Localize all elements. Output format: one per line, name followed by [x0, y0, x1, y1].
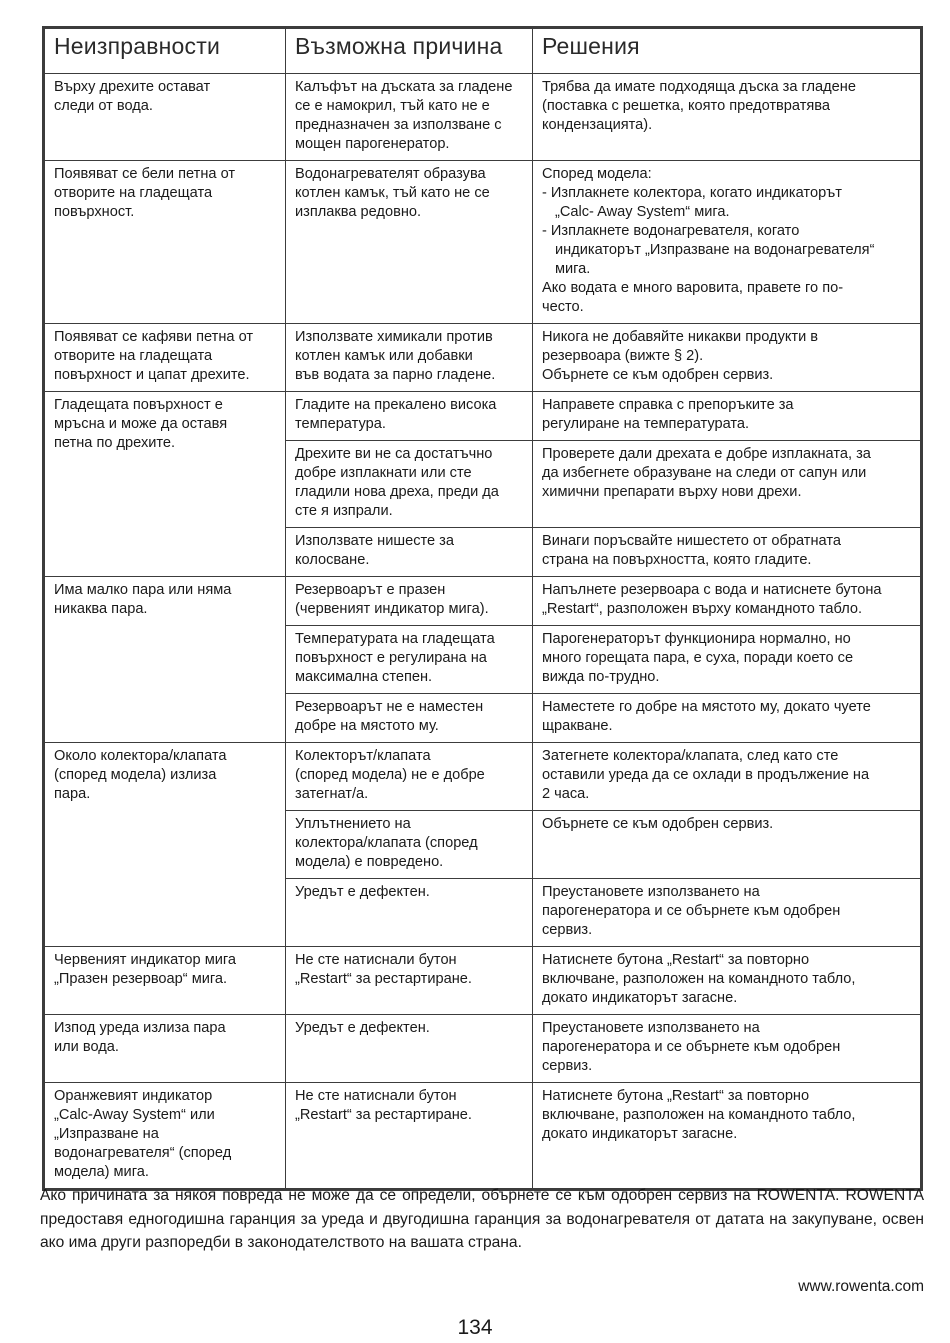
- table-body: [45, 74, 921, 1189]
- cell-line: Върху дрехите остават: [54, 79, 211, 95]
- cause-cell: [286, 1015, 533, 1083]
- cell-line: често.: [542, 299, 584, 315]
- cell-line: Наместете го добре на мястото му, докато чуете: [542, 699, 871, 715]
- solution-cell: [533, 1083, 921, 1189]
- problem-cell: [45, 743, 286, 947]
- header-possible-cause: Възможна причина: [286, 29, 533, 74]
- solution-cell: [533, 626, 921, 694]
- cell-line: Гладите на прекалено висока: [295, 397, 497, 413]
- cell-line: водонагревателя“ (според: [54, 1145, 232, 1161]
- cell-line: Парогенераторът функционира нормално, но: [542, 631, 851, 647]
- table-row: [45, 161, 921, 324]
- cell-line: сервиз.: [542, 922, 593, 938]
- cell-line: - Изплакнете колектора, когато индикаторът: [542, 185, 842, 201]
- cause-cell: [286, 811, 533, 879]
- header-problems: Неизправности: [45, 29, 286, 74]
- table-row: [45, 947, 921, 1015]
- website-url: www.rowenta.com: [798, 1278, 924, 1295]
- cause-cell: [286, 161, 533, 324]
- cell-line: Ако водата е много варовита, правете го по-: [542, 280, 844, 296]
- cell-line: гладили нова дреха, преди да: [295, 484, 499, 500]
- cell-line: (червеният индикатор мига).: [295, 601, 489, 617]
- problem-cell: [45, 74, 286, 161]
- cell-line: включване, разположен на командното табло,: [542, 971, 856, 987]
- cell-line: докато индикаторът загасне.: [542, 990, 738, 1006]
- cell-line: добре на мястото му.: [295, 718, 439, 734]
- solution-cell: [533, 161, 921, 324]
- cell-line: включване, разположен на командното табло,: [542, 1107, 856, 1123]
- cell-line: Направете справка с препоръките за: [542, 397, 794, 413]
- cell-line: да избегнете образуване на следи от сапун или: [542, 465, 867, 481]
- cell-line: оставили уреда да се охлади в продължение на: [542, 767, 870, 783]
- table-row: [45, 1083, 921, 1189]
- cell-line: или вода.: [54, 1039, 119, 1055]
- cell-line: мръсна и може да оставя: [54, 416, 228, 432]
- cell-line: сервиз.: [542, 1058, 593, 1074]
- cell-line: страна на повърхността, която гладите.: [542, 552, 812, 568]
- cell-line: резервоара (вижте § 2).: [542, 348, 704, 364]
- solution-cell: [533, 811, 921, 879]
- cell-line: „Празен резервоар“ мига.: [54, 971, 228, 987]
- cell-line: Напълнете резервоара с вода и натиснете бутона: [542, 582, 882, 598]
- solution-cell: [533, 392, 921, 441]
- cell-line: вижда по-трудно.: [542, 669, 660, 685]
- cell-line: се е намокрил, тъй като не е: [295, 98, 490, 114]
- solution-cell: [533, 743, 921, 811]
- cell-line: Резервоарът не е наместен: [295, 699, 484, 715]
- cell-line: (според модела) не е добре: [295, 767, 485, 783]
- cell-line: Има малко пара или няма: [54, 582, 232, 598]
- cell-line: парогенератора и се обърнете към одобрен: [542, 903, 841, 919]
- problem-cell: [45, 577, 286, 743]
- problem-cell: [45, 947, 286, 1015]
- solution-cell: [533, 947, 921, 1015]
- cause-cell: [286, 743, 533, 811]
- solution-cell: [533, 528, 921, 577]
- cell-line: Не сте натиснали бутон: [295, 952, 457, 968]
- solution-cell: [533, 694, 921, 743]
- cell-line: колектора/клапата (според: [295, 835, 478, 851]
- cell-line: мига.: [555, 261, 591, 277]
- problem-cell: [45, 392, 286, 577]
- solution-cell: [533, 324, 921, 392]
- cell-line: Резервоарът е празен: [295, 582, 446, 598]
- cell-line: Никога не добавяйте никакви продукти в: [542, 329, 819, 345]
- cell-line: отворите на гладещата: [54, 185, 213, 201]
- problem-cell: [45, 1015, 286, 1083]
- cause-cell: [286, 74, 533, 161]
- table-row: [45, 392, 921, 441]
- cell-line: затегнат/а.: [295, 786, 369, 802]
- header-solutions: Решения: [533, 29, 921, 74]
- cell-line: регулиране на температурата.: [542, 416, 750, 432]
- cell-line: - Изплакнете водонагревателя, когато: [542, 223, 800, 239]
- cell-line: „Calc- Away System“ мига.: [555, 204, 730, 220]
- solution-cell: [533, 577, 921, 626]
- cell-line: кондензацията).: [542, 117, 653, 133]
- cell-line: повърхност.: [54, 204, 135, 220]
- cause-cell: [286, 324, 533, 392]
- cell-line: индикаторът „Изпразване на водонагревателя“: [555, 242, 875, 258]
- cell-line: Използвате нишесте за: [295, 533, 454, 549]
- cell-line: (поставка с решетка, която предотвратява: [542, 98, 831, 114]
- table-header-row: [45, 29, 921, 74]
- cell-line: Появяват се бели петна от: [54, 166, 236, 182]
- cell-line: Натиснете бутона „Restart“ за повторно: [542, 1088, 810, 1104]
- cell-line: парогенератора и се обърнете към одобрен: [542, 1039, 841, 1055]
- cell-line: пара.: [54, 786, 91, 802]
- solution-cell: [533, 879, 921, 947]
- cell-line: Уплътнението на: [295, 816, 411, 832]
- cause-cell: [286, 528, 533, 577]
- cell-line: Температурата на гладещата: [295, 631, 495, 647]
- cell-line: докато индикаторът загасне.: [542, 1126, 738, 1142]
- cell-line: отворите на гладещата: [54, 348, 213, 364]
- cell-line: във водата за парно гладене.: [295, 367, 496, 383]
- cell-line: Проверете дали дрехата е добре изплакната, за: [542, 446, 871, 462]
- cell-line: никаква пара.: [54, 601, 148, 617]
- cell-line: Натиснете бутона „Restart“ за повторно: [542, 952, 810, 968]
- cell-line: (според модела) излиза: [54, 767, 217, 783]
- cell-line: предназначен за използване с: [295, 117, 502, 133]
- cause-cell: [286, 947, 533, 1015]
- cause-cell: [286, 694, 533, 743]
- cause-cell: [286, 577, 533, 626]
- cell-line: модела) е повредено.: [295, 854, 444, 870]
- cell-line: „Restart“, разположен върху командното табло.: [542, 601, 863, 617]
- cell-line: Не сте натиснали бутон: [295, 1088, 457, 1104]
- table-row: [45, 577, 921, 626]
- table-row: [45, 324, 921, 392]
- cell-line: Около колектора/клапата: [54, 748, 227, 764]
- cell-line: температура.: [295, 416, 386, 432]
- table-row: [45, 743, 921, 811]
- problem-cell: [45, 324, 286, 392]
- problem-cell: [45, 1083, 286, 1189]
- table-row: [45, 1015, 921, 1083]
- cell-line: модела) мига.: [54, 1164, 149, 1180]
- cell-line: химични препарати върху нови дрехи.: [542, 484, 802, 500]
- cell-line: Изпод уреда излиза пара: [54, 1020, 226, 1036]
- cause-cell: [286, 392, 533, 441]
- cell-line: Използвате химикали против: [295, 329, 493, 345]
- cell-line: Оранжевият индикатор: [54, 1088, 213, 1104]
- cell-line: изплаква редовно.: [295, 204, 422, 220]
- cell-line: повърхност и цапат дрехите.: [54, 367, 250, 383]
- cell-line: мощен парогенератор.: [295, 136, 450, 152]
- cause-cell: [286, 1083, 533, 1189]
- warranty-note: Ако причината за някоя повреда не може да се определи, обърнете се към одобрен сервиз на ROWENTA. ROWENTA предоставя едногодишна гаранция за уреда и двугодишна гаранция за водонагревателя от датата на закупуване, освен ако има други разпоредби в законодателството на вашата страна.: [40, 1187, 924, 1251]
- cell-line: Трябва да имате подходяща дъска за гладене: [542, 79, 856, 95]
- page-number: 134: [457, 1316, 493, 1339]
- cell-line: сте я изпрали.: [295, 503, 393, 519]
- cell-line: 2 часа.: [542, 786, 590, 802]
- cell-line: Уредът е дефектен.: [295, 884, 430, 900]
- table-row: [45, 74, 921, 161]
- cell-line: Преустановете използването на: [542, 1020, 760, 1036]
- cell-line: добре изплакнати или сте: [295, 465, 472, 481]
- cell-line: „Restart“ за рестартиране.: [295, 1107, 472, 1123]
- cell-line: колосване.: [295, 552, 370, 568]
- cell-line: „Calc-Away System“ или: [54, 1107, 215, 1123]
- cell-line: Появяват се кафяви петна от: [54, 329, 254, 345]
- cell-line: Калъфът на дъската за гладене: [295, 79, 513, 95]
- cause-cell: [286, 879, 533, 947]
- solution-cell: [533, 1015, 921, 1083]
- cell-line: „Restart“ за рестартиране.: [295, 971, 472, 987]
- cell-line: Обърнете се към одобрен сервиз.: [542, 367, 774, 383]
- cell-line: Водонагревателят образува: [295, 166, 486, 182]
- cell-line: много горещата пара, е суха, поради което се: [542, 650, 854, 666]
- cell-line: „Изпразване на: [54, 1126, 159, 1142]
- cell-line: котлен камък или добавки: [295, 348, 473, 364]
- cell-line: повърхност е регулирана на: [295, 650, 487, 666]
- cell-line: Преустановете използването на: [542, 884, 760, 900]
- cell-line: Обърнете се към одобрен сервиз.: [542, 816, 774, 832]
- problem-cell: [45, 161, 286, 324]
- cell-line: Колекторът/клапата: [295, 748, 431, 764]
- cell-line: следи от вода.: [54, 98, 153, 114]
- cell-line: щракване.: [542, 718, 613, 734]
- cell-line: максимална степен.: [295, 669, 433, 685]
- cell-line: Затегнете колектора/клапата, след като сте: [542, 748, 839, 764]
- cause-cell: [286, 441, 533, 528]
- cell-line: котлен камък, тъй като не се: [295, 185, 490, 201]
- solution-cell: [533, 74, 921, 161]
- solution-cell: [533, 441, 921, 528]
- cell-line: Винаги поръсвайте нишестето от обратната: [542, 533, 841, 549]
- cell-line: Гладещата повърхност е: [54, 397, 223, 413]
- cause-cell: [286, 626, 533, 694]
- cell-line: петна по дрехите.: [54, 435, 176, 451]
- cell-line: Дрехите ви не са достатъчно: [295, 446, 493, 462]
- troubleshooting-table: [44, 28, 921, 1189]
- cell-line: Червеният индикатор мига: [54, 952, 237, 968]
- troubleshooting-table-frame: [42, 26, 923, 1191]
- cell-line: Според модела:: [542, 166, 652, 182]
- cell-line: Уредът е дефектен.: [295, 1020, 430, 1036]
